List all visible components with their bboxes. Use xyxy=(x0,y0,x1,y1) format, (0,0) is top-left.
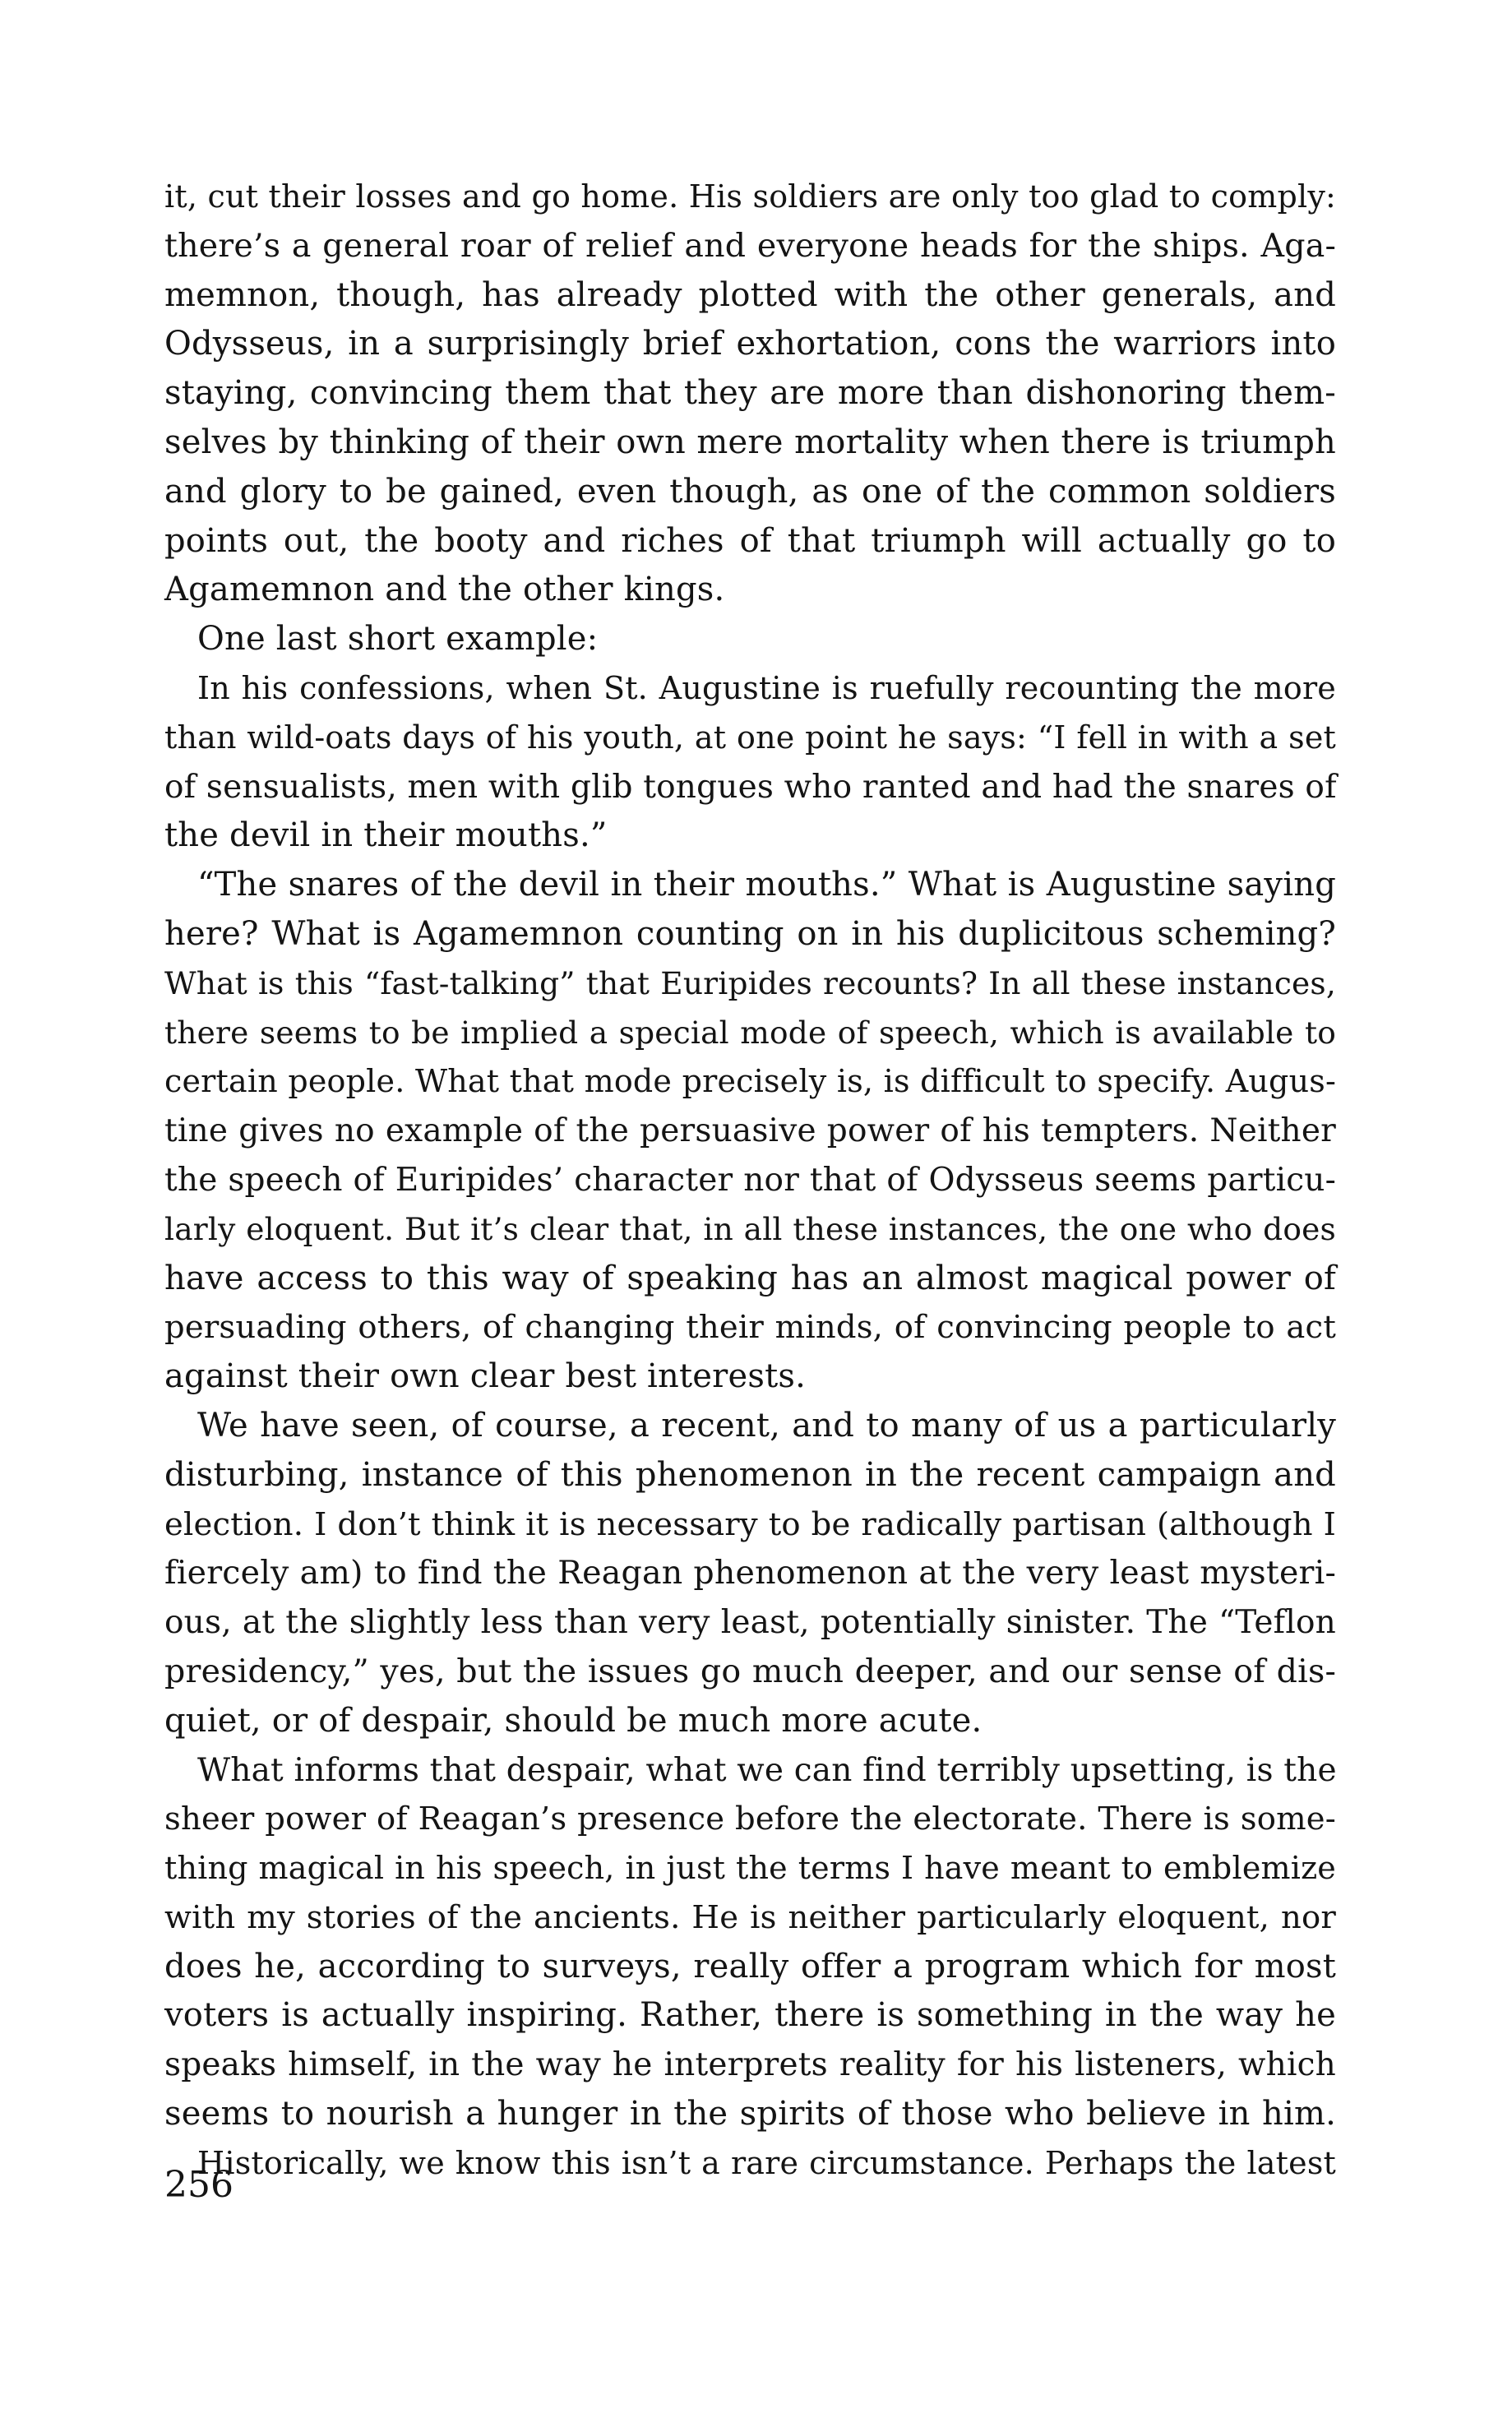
text-line-20: tine gives no example of the persuasive power of his tempters. Neither xyxy=(164,1112,1336,1150)
text-line-9: Agamemnon and the other kings. xyxy=(164,571,725,609)
text-line-34: sheer power of Reagan’s presence before the electorate. There is some- xyxy=(164,1801,1336,1838)
text-line-22: larly eloquent. But it’s clear that, in all these instances, the one who does xyxy=(164,1210,1336,1247)
text-line-37: does he, according to surveys, really offer a program which for most xyxy=(164,1947,1336,1985)
text-line-8: points out, the booty and riches of that triumph will actually go to xyxy=(164,521,1336,560)
text-line-26: We have seen, of course, a recent, and to many of us a particularly xyxy=(197,1406,1336,1445)
text-line-6: selves by thinking of their own mere mortality when there is triumph xyxy=(164,423,1336,461)
text-line-15: “The snares of the devil in their mouths.” What is Augustine saying xyxy=(197,866,1336,904)
text-line-4: Odysseus, in a surprisingly brief exhortation, cons the warriors into xyxy=(164,325,1336,363)
text-line-16: here? What is Agamemnon counting on in his duplicitous scheming? xyxy=(164,914,1336,953)
body-text xyxy=(164,173,1336,2189)
text-line-19: certain people. What that mode precisely is, is difficult to specify. Augus- xyxy=(164,1063,1336,1100)
text-line-13: of sensualists, men with glib tongues who ranted and had the snares of xyxy=(164,768,1337,806)
text-line-18: there seems to be implied a special mode of speech, which is available to xyxy=(164,1014,1336,1051)
text-line-12: than wild-oats days of his youth, at one point he says: “I fell in with a set xyxy=(164,719,1336,756)
text-line-30: ous, at the slightly less than very least, potentially sinister. The “Teflon xyxy=(164,1604,1336,1642)
text-line-39: speaks himself, in the way he interprets reality for his listeners, which xyxy=(164,2046,1336,2084)
text-line-35: thing magical in his speech, in just the terms I have meant to emblemize xyxy=(164,1850,1336,1887)
text-line-17: What is this “fast-talking” that Euripides recounts? In all these instances, xyxy=(164,964,1336,1001)
page-number: 256 xyxy=(164,2164,234,2206)
text-line-29: fiercely am) to find the Reagan phenomenon at the very least mysteri- xyxy=(164,1554,1336,1592)
text-line-36: with my stories of the ancients. He is neither particularly eloquent, nor xyxy=(164,1898,1336,1936)
text-line-32: quiet, or of despair, should be much more acute. xyxy=(164,1701,983,1740)
text-line-21: the speech of Euripides’ character nor that of Odysseus seems particu- xyxy=(164,1161,1336,1199)
text-line-23: have access to this way of speaking has an almost magical power of xyxy=(164,1259,1336,1297)
text-line-40: seems to nourish a hunger in the spirits of those who believe in him. xyxy=(164,2095,1336,2133)
text-line-33: What informs that despair, what we can find terribly upsetting, is the xyxy=(197,1751,1337,1789)
text-line-25: against their own clear best interests. xyxy=(164,1357,806,1396)
text-line-3: memnon, though, has already plotted with the other generals, and xyxy=(164,275,1336,314)
text-line-10: One last short example: xyxy=(197,620,599,659)
text-line-2: there’s a general roar of relief and everyone heads for the ships. Aga- xyxy=(164,226,1336,265)
text-line-7: and glory to be gained, even though, as one of the common soldiers xyxy=(164,472,1336,511)
text-line-28: election. I don’t think it is necessary to be radically partisan (although I xyxy=(164,1505,1336,1543)
text-line-11: In his confessions, when St. Augustine is ruefully recounting the more xyxy=(197,669,1336,706)
text-line-1: it, cut their losses and go home. His soldiers are only too glad to comply: xyxy=(164,178,1336,215)
text-line-14: the devil in their mouths.” xyxy=(164,816,608,855)
text-line-31: presidency,” yes, but the issues go much deeper, and our sense of dis- xyxy=(164,1652,1336,1690)
text-line-27: disturbing, instance of this phenomenon in the recent campaign and xyxy=(164,1455,1336,1494)
text-line-5: staying, convincing them that they are more than dishonoring them- xyxy=(164,374,1336,413)
text-line-24: persuading others, of changing their minds, of convincing people to act xyxy=(164,1309,1336,1347)
text-line-38: voters is actually inspiring. Rather, there is something in the way he xyxy=(164,1996,1336,2035)
text-line-41: Historically, we know this isn’t a rare circumstance. Perhaps the latest xyxy=(197,2144,1336,2181)
